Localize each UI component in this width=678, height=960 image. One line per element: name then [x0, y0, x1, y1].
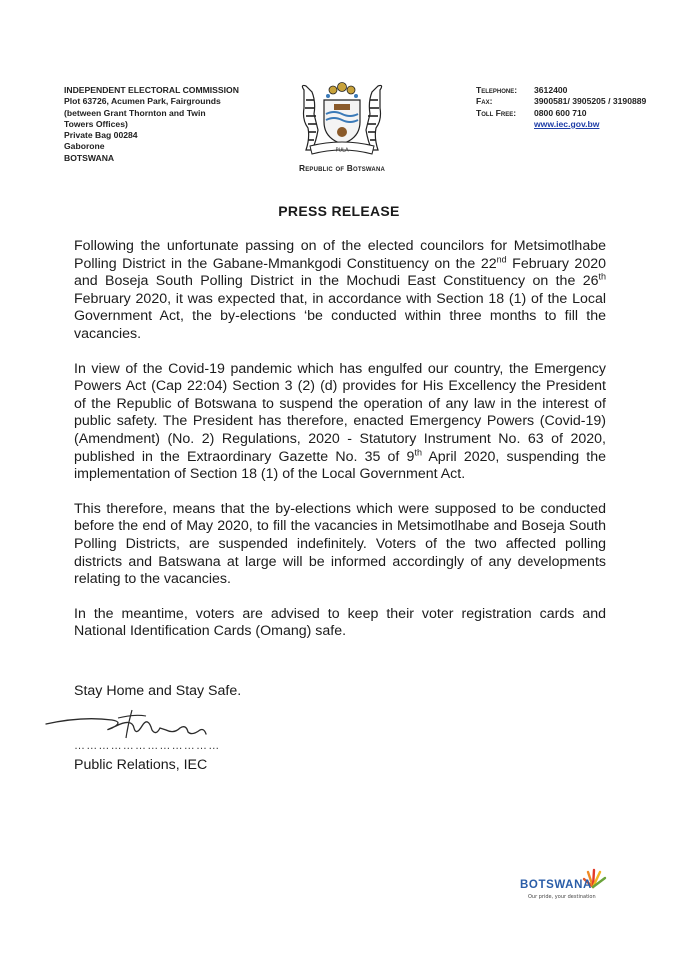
republic-caption: Republic of Botswana — [298, 163, 386, 173]
ordinal-suffix: nd — [496, 253, 507, 264]
botswana-coat-of-arms-icon — [290, 80, 394, 164]
address-line: BOTSWANA — [64, 152, 115, 163]
commission-address — [64, 85, 264, 164]
address-line: Private Bag 00284 — [64, 130, 138, 141]
brand-tagline: Our pride, your destination — [528, 894, 596, 900]
paragraph-text: Following the unfortunate passing on of the elected councilors for Metsimotlhabe Polling District in the Gabane-Mmankgodi Constituency on the 22 — [74, 238, 606, 272]
fax-label: Fax: — [476, 96, 493, 107]
press-release-body — [74, 238, 606, 658]
tollfree-row — [476, 108, 656, 119]
paragraph-text: February 2020, it was expected that, in accordance with Section 18 (1) of the Local Government Act, the by-elections ‘be conducted within three months to fill the vacancies. — [74, 290, 606, 342]
paragraph-text: April 2020, suspending the implementation of Section 18 (1) of the Local Government Act. — [74, 448, 606, 483]
paragraph-2 — [74, 361, 606, 484]
address-line: INDEPENDENT ELECTORAL COMMISSION — [64, 85, 239, 95]
brand-wordmark: BOTSWANA — [520, 879, 592, 891]
contact-details — [476, 85, 656, 130]
tollfree-number: 0800 600 710 — [534, 107, 587, 118]
telephone-number: 3612400 — [534, 85, 568, 95]
address-line: Plot 63726, Acumen Park, Fairgrounds — [64, 96, 221, 107]
paragraph-text: In view of the Covid-19 pandemic which has engulfed our country, the Emergency Powers Act (Cap 22:04) Section 3 (2) (d) provides for His Excellency the President of the Republic of Botswana to suspend the operation of any law in the interest of public safety. The President has therefore, enacted Emergency Powers (Covid-19) (Amendment) (No. 2) Regulations, 2020 - Statutory Instrument No. 63 of 2020, published in the Extraordinary Gazette No. 35 of 9 — [74, 360, 606, 465]
fax-number: 3900581/ 3905205 / 3190889 — [534, 96, 647, 107]
motto-ribbon: PULA — [335, 147, 349, 154]
signatory: Public Relations, IEC — [74, 757, 208, 773]
sign-off: Stay Home and Stay Safe. — [74, 683, 242, 699]
tollfree-label: Toll Free: — [476, 107, 517, 118]
address-line: (between Grant Thornton and Twin — [64, 107, 206, 118]
fax-row — [476, 96, 656, 107]
signature-line: ……………………………… — [74, 740, 221, 752]
paragraph-3: This therefore, means that the by-elections which were supposed to be conducted before the end of May 2020, to fill the vacancies in Metsimotlhabe and Boseja South Polling Districts, are suspended indefinitely. Voters of the two affected polling districts and Batswana at large will be informed accordingly of any developments relating to the vacancies. — [74, 500, 606, 588]
paragraph-text: February 2020 and Boseja South Polling District in the Mochudi East Constituency on the 26 — [74, 255, 606, 290]
ordinal-suffix: th — [598, 271, 606, 282]
botswana-brand-logo — [520, 867, 640, 909]
ordinal-suffix: th — [414, 446, 422, 457]
paragraph-4: In the meantime, voters are advised to keep their voter registration cards and National Identification Cards (Omang) safe. — [74, 605, 606, 640]
paragraph-1 — [74, 238, 606, 344]
telephone-label: Telephone: — [476, 85, 518, 95]
telephone-row — [476, 85, 656, 96]
address-line: Towers Offices) — [64, 118, 128, 129]
page-title: PRESS RELEASE — [278, 203, 400, 219]
website-link[interactable]: www.iec.gov.bw — [534, 118, 600, 129]
address-line: Gaborone — [64, 141, 105, 152]
